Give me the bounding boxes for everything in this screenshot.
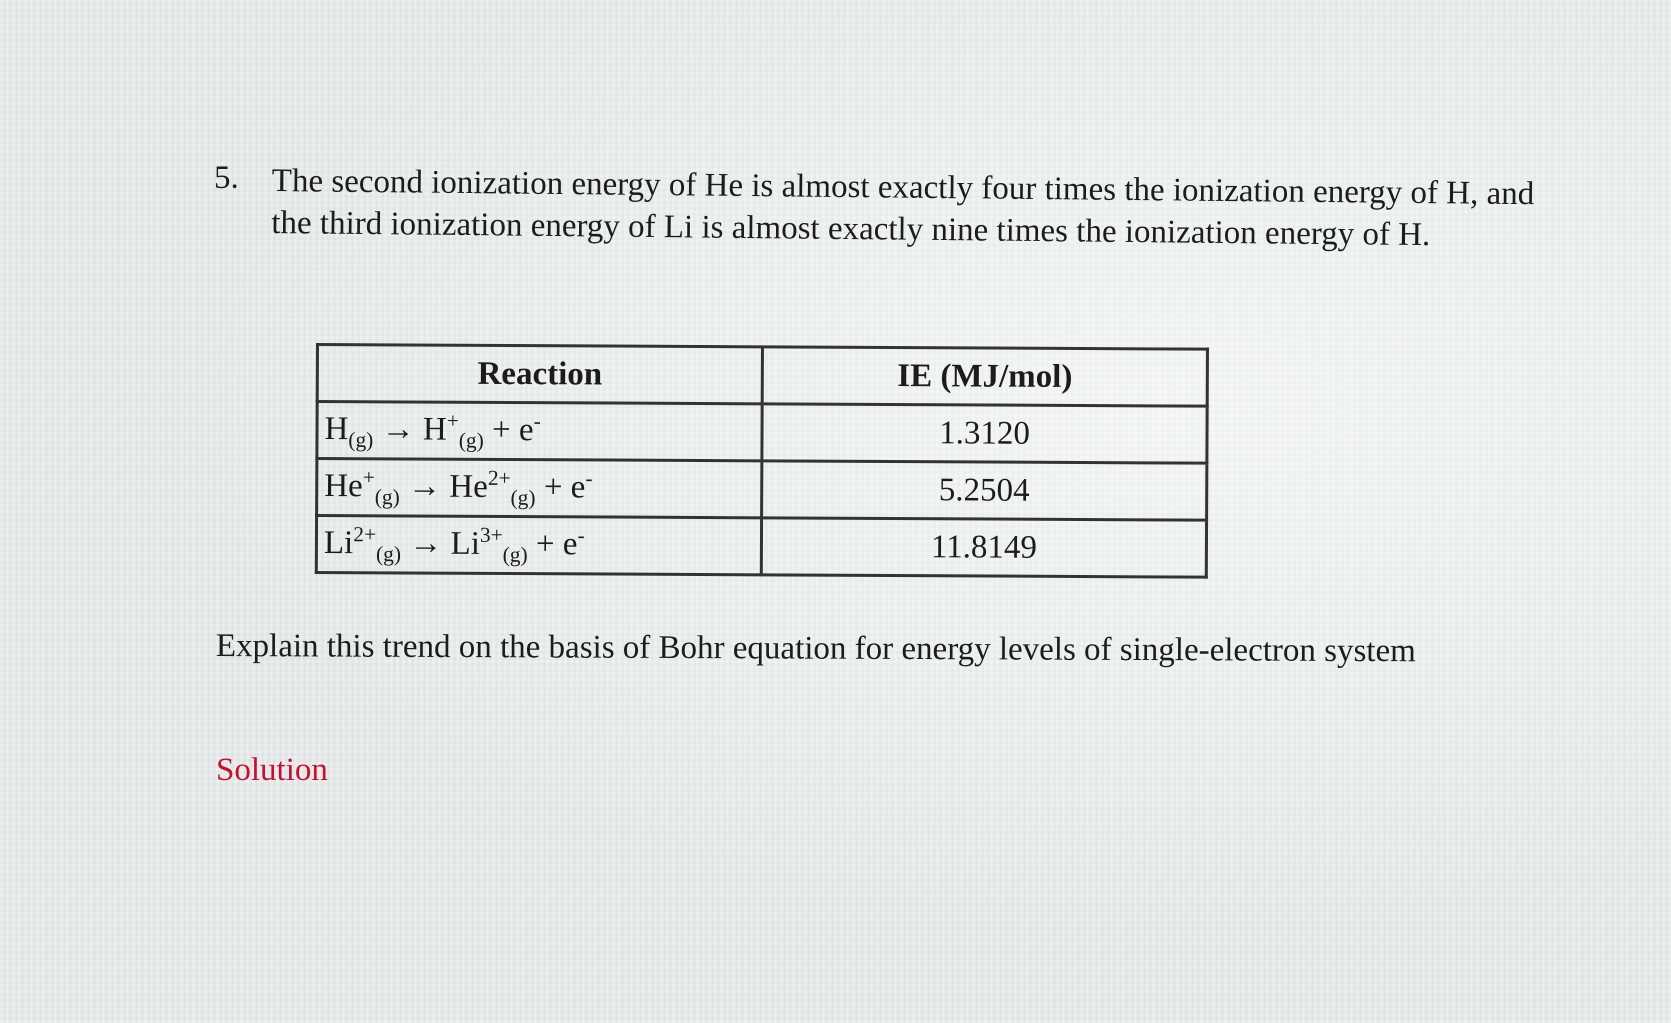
product-state: (g) [502,542,528,567]
reactant-charge: 2+ [353,521,377,547]
product-state: (g) [458,428,484,453]
table-row [317,459,1207,521]
reactant: He [324,467,363,504]
reactant: H [324,410,349,447]
electron: + e [535,525,578,563]
arrow-icon: → [409,525,443,562]
product-charge: + [446,408,459,433]
ionization-energy-table [315,343,1209,579]
arrow-icon: → [407,468,442,505]
reactant-state: (g) [348,427,374,452]
reaction-cell [317,459,762,518]
electron: + e [543,468,586,506]
reactant-state: (g) [374,484,400,509]
electron-charge: - [577,523,585,548]
ie-value: 1.3120 [762,404,1207,463]
question-number: 5. [214,160,239,196]
electron: + e [491,411,534,448]
product-charge: 3+ [479,522,503,547]
electron-charge: - [585,466,593,491]
header-ie: IE (MJ/mol) [762,347,1207,406]
table-row [317,402,1207,464]
header-reaction: Reaction [317,345,762,404]
ie-value: 5.2504 [762,461,1207,520]
reaction-cell [317,402,762,461]
question-text: The second ionization energy of He is almost exactly four times the ionization energy of H, and the third ionization energy of Li is almost exactly nine times the ionization energy of H. [271,162,1535,254]
product: Li [450,525,481,562]
reactant: Li [323,524,354,561]
solution-label: Solution [216,752,328,788]
table-header-row [317,345,1207,407]
reactant-state: (g) [375,541,402,566]
table-row [316,516,1206,578]
product: H [422,411,447,448]
explain-prompt: Explain this trend on the basis of Bohr equation for energy levels of single-electron system [215,628,1416,670]
reaction-cell [316,516,761,575]
product: He [449,468,488,505]
reactant-charge: + [362,464,375,490]
ie-value: 11.8149 [761,518,1206,577]
electron-charge: - [533,408,541,433]
product-state: (g) [510,485,536,510]
product-charge: 2+ [487,465,511,490]
arrow-icon: → [381,411,415,448]
